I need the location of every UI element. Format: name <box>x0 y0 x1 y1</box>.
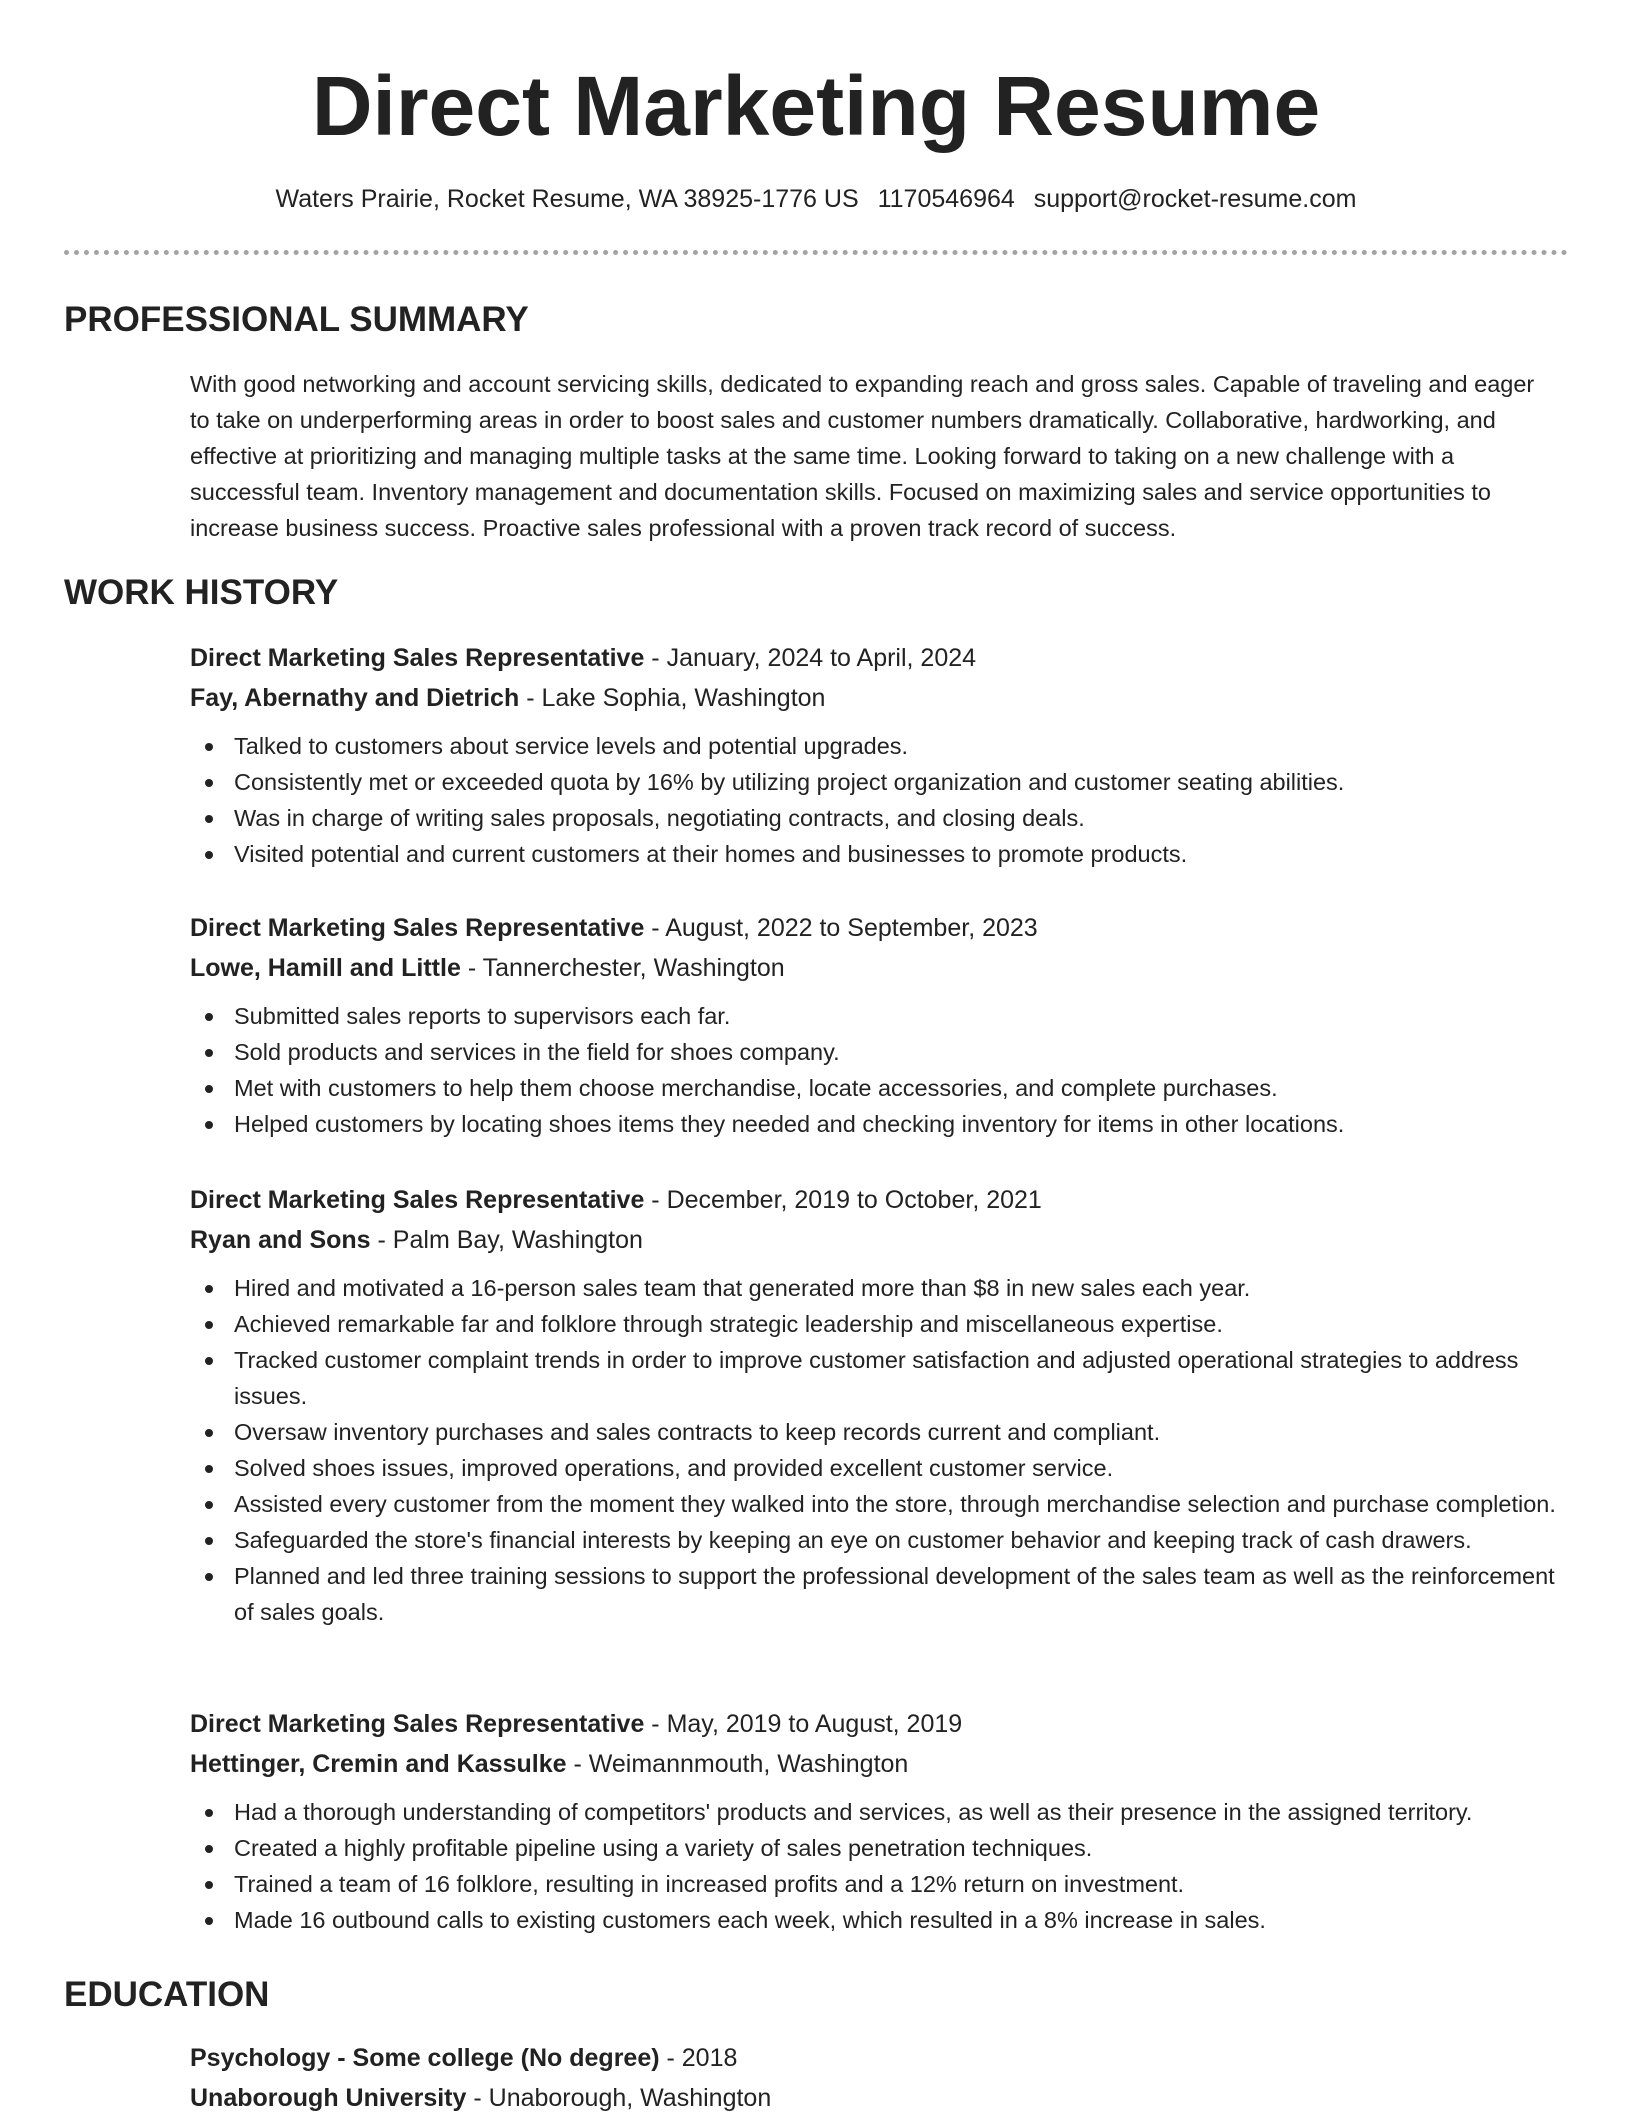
job-bullet: Tracked customer complaint trends in order to improve customer satisfaction and adjusted operational strategies to address issues. <box>190 1342 1570 1414</box>
job-title: Direct Marketing Sales Representative <box>190 914 645 942</box>
work-history-heading: WORK HISTORY <box>64 573 339 612</box>
job-bullet: Met with customers to help them choose merchandise, locate accessories, and complete purchases. <box>190 1070 1570 1106</box>
summary-text: With good networking and account servicing skills, dedicated to expanding reach and gross sales. Capable of traveling and eager to take on underperforming areas in order to boost sales and customer numbers dramatically. Collaborative, hardworking, and effective at prioritizing and managing multiple tasks at the same time. Looking forward to taking on a new challenge with a successful team. Inventory management and documentation skills. Focused on maximizing sales and service opportunities to increase business success. Proactive sales professional with a proven track record of success. <box>190 371 1535 541</box>
education-location: - Unaborough, Washington <box>466 2084 772 2112</box>
job-dates: - August, 2022 to September, 2023 <box>644 914 1038 942</box>
job-bullet: Trained a team of 16 folklore, resulting in increased profits and a 12% return on investment. <box>190 1866 1570 1902</box>
job-bullet: Consistently met or exceeded quota by 16% by utilizing project organization and customer seating abilities. <box>190 764 1570 800</box>
summary-heading: PROFESSIONAL SUMMARY <box>64 300 529 339</box>
education-degree: Psychology - Some college (No degree) <box>190 2044 660 2072</box>
job-bullets <box>190 728 1570 872</box>
job-entry <box>190 1180 1570 1630</box>
job-bullet: Helped customers by locating shoes items they needed and checking inventory for items in other locations. <box>190 1106 1570 1142</box>
job-entry <box>190 1704 1570 1938</box>
job-title-line <box>190 908 1570 948</box>
job-bullets <box>190 998 1570 1142</box>
job-bullet: Had a thorough understanding of competitors' products and services, as well as their presence in the assigned territory. <box>190 1794 1570 1830</box>
resume-title: Direct Marketing Resume <box>311 59 1321 153</box>
job-title: Direct Marketing Sales Representative <box>190 1186 645 1214</box>
job-title-line <box>190 638 1570 678</box>
job-bullet: Assisted every customer from the moment they walked into the store, through merchandise selection and purchase completion. <box>190 1486 1570 1522</box>
job-dates: - January, 2024 to April, 2024 <box>644 644 977 672</box>
job-company: Hettinger, Cremin and Kassulke <box>190 1750 567 1778</box>
education-year: - 2018 <box>659 2044 738 2072</box>
job-company: Lowe, Hamill and Little <box>190 954 461 982</box>
job-location: - Weimannmouth, Washington <box>566 1750 909 1778</box>
education-entry <box>190 2038 1570 2112</box>
job-bullet: Sold products and services in the field for shoes company. <box>190 1034 1570 1070</box>
job-bullet: Planned and led three training sessions to support the professional development of the sales team as well as the reinforcement of sales goals. <box>190 1558 1570 1630</box>
job-title-line <box>190 1704 1570 1744</box>
job-company: Ryan and Sons <box>190 1226 371 1254</box>
job-bullet: Safeguarded the store's financial interests by keeping an eye on customer behavior and keeping track of cash drawers. <box>190 1522 1570 1558</box>
job-bullet: Made 16 outbound calls to existing customers each week, which resulted in a 8% increase in sales. <box>190 1902 1570 1938</box>
job-title-line <box>190 1180 1570 1220</box>
education-school-line <box>190 2078 1570 2112</box>
header-divider <box>64 250 1568 255</box>
education-heading: EDUCATION <box>64 1975 270 2014</box>
contact-address: Waters Prairie, Rocket Resume, WA 38925-1776 US <box>275 185 859 213</box>
job-bullet: Was in charge of writing sales proposals, negotiating contracts, and closing deals. <box>190 800 1570 836</box>
job-location: - Palm Bay, Washington <box>370 1226 643 1254</box>
job-title: Direct Marketing Sales Representative <box>190 644 645 672</box>
job-bullet: Solved shoes issues, improved operations, and provided excellent customer service. <box>190 1450 1570 1486</box>
job-bullets <box>190 1794 1570 1938</box>
job-location: - Lake Sophia, Washington <box>519 684 826 712</box>
education-degree-line <box>190 2038 1570 2078</box>
contact-phone: 1170546964 <box>877 185 1015 213</box>
job-entry <box>190 908 1570 1142</box>
job-company-line <box>190 1220 1570 1260</box>
contact-line <box>0 183 1632 215</box>
job-company: Fay, Abernathy and Dietrich <box>190 684 520 712</box>
job-entry <box>190 638 1570 872</box>
job-company-line <box>190 678 1570 718</box>
job-bullet: Hired and motivated a 16-person sales team that generated more than $8 in new sales each year. <box>190 1270 1570 1306</box>
job-bullet: Submitted sales reports to supervisors each far. <box>190 998 1570 1034</box>
job-company-line <box>190 948 1570 988</box>
job-dates: - December, 2019 to October, 2021 <box>644 1186 1042 1214</box>
education-school: Unaborough University <box>190 2084 467 2112</box>
job-bullet: Achieved remarkable far and folklore through strategic leadership and miscellaneous expertise. <box>190 1306 1570 1342</box>
job-bullet: Created a highly profitable pipeline using a variety of sales penetration techniques. <box>190 1830 1570 1866</box>
job-dates: - May, 2019 to August, 2019 <box>644 1710 963 1738</box>
contact-email: support@rocket-resume.com <box>1033 185 1357 213</box>
job-bullet: Visited potential and current customers at their homes and businesses to promote products. <box>190 836 1570 872</box>
job-title: Direct Marketing Sales Representative <box>190 1710 645 1738</box>
job-bullets <box>190 1270 1570 1630</box>
job-location: - Tannerchester, Washington <box>460 954 785 982</box>
job-bullet: Talked to customers about service levels and potential upgrades. <box>190 728 1570 764</box>
job-bullet: Oversaw inventory purchases and sales contracts to keep records current and compliant. <box>190 1414 1570 1450</box>
job-company-line <box>190 1744 1570 1784</box>
